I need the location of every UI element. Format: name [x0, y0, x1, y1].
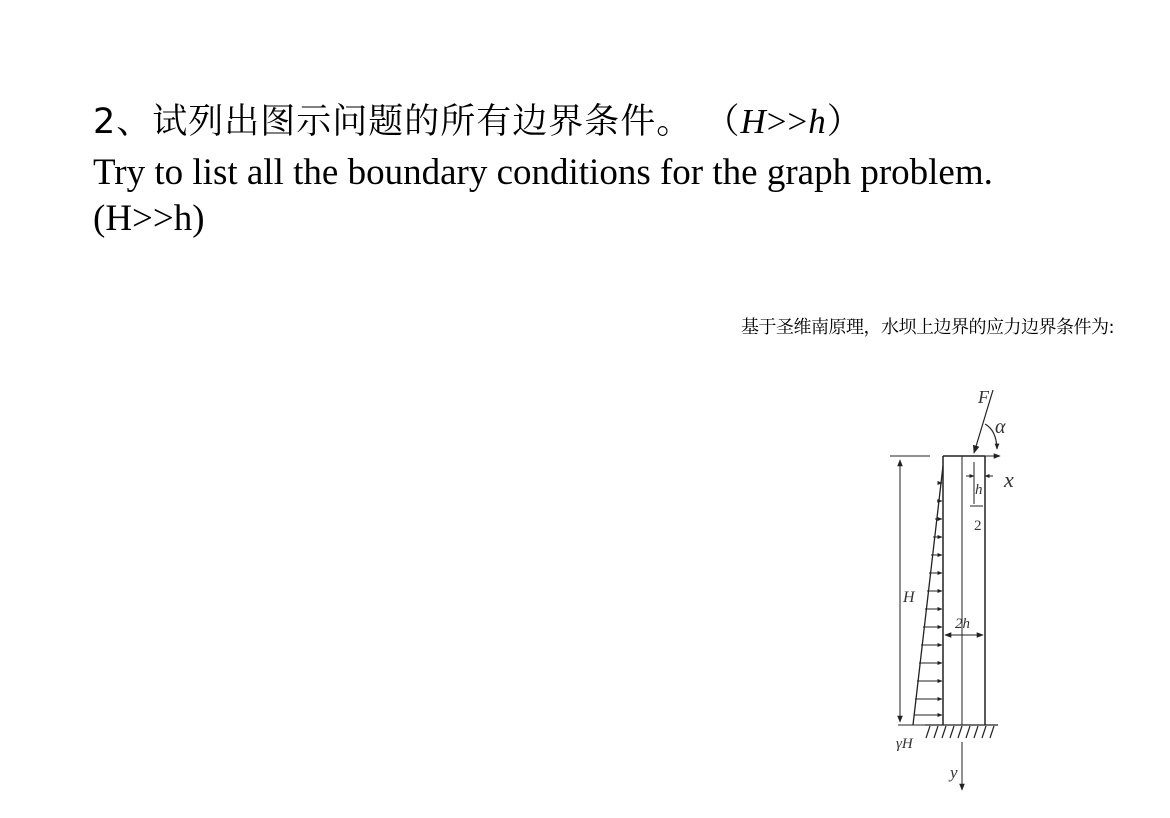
label-2h: 2h [955, 616, 970, 632]
label-gamma-H: γH [896, 736, 913, 752]
label-F: F [978, 387, 989, 407]
question-text-en-line1: Try to list all the boundary conditions for the graph problem. [93, 152, 993, 193]
question-number: 2、 [93, 102, 153, 142]
label-two: 2 [974, 518, 982, 534]
label-y: y [950, 763, 958, 782]
condition-h-much-greater: （H>>h） [704, 102, 863, 141]
figure-caption: 基于圣维南原理，水坝上边界的应力边界条件为: [741, 317, 1115, 338]
ground-hatching [925, 725, 998, 738]
label-x: x [1004, 467, 1014, 492]
question-text-en-line2: (H>>h) [93, 198, 205, 239]
label-h-top: h [975, 482, 983, 498]
question-text-cn: 试列出图示问题的所有边界条件。 [152, 102, 693, 142]
label-alpha: α [995, 416, 1006, 438]
label-H: H [903, 589, 915, 606]
